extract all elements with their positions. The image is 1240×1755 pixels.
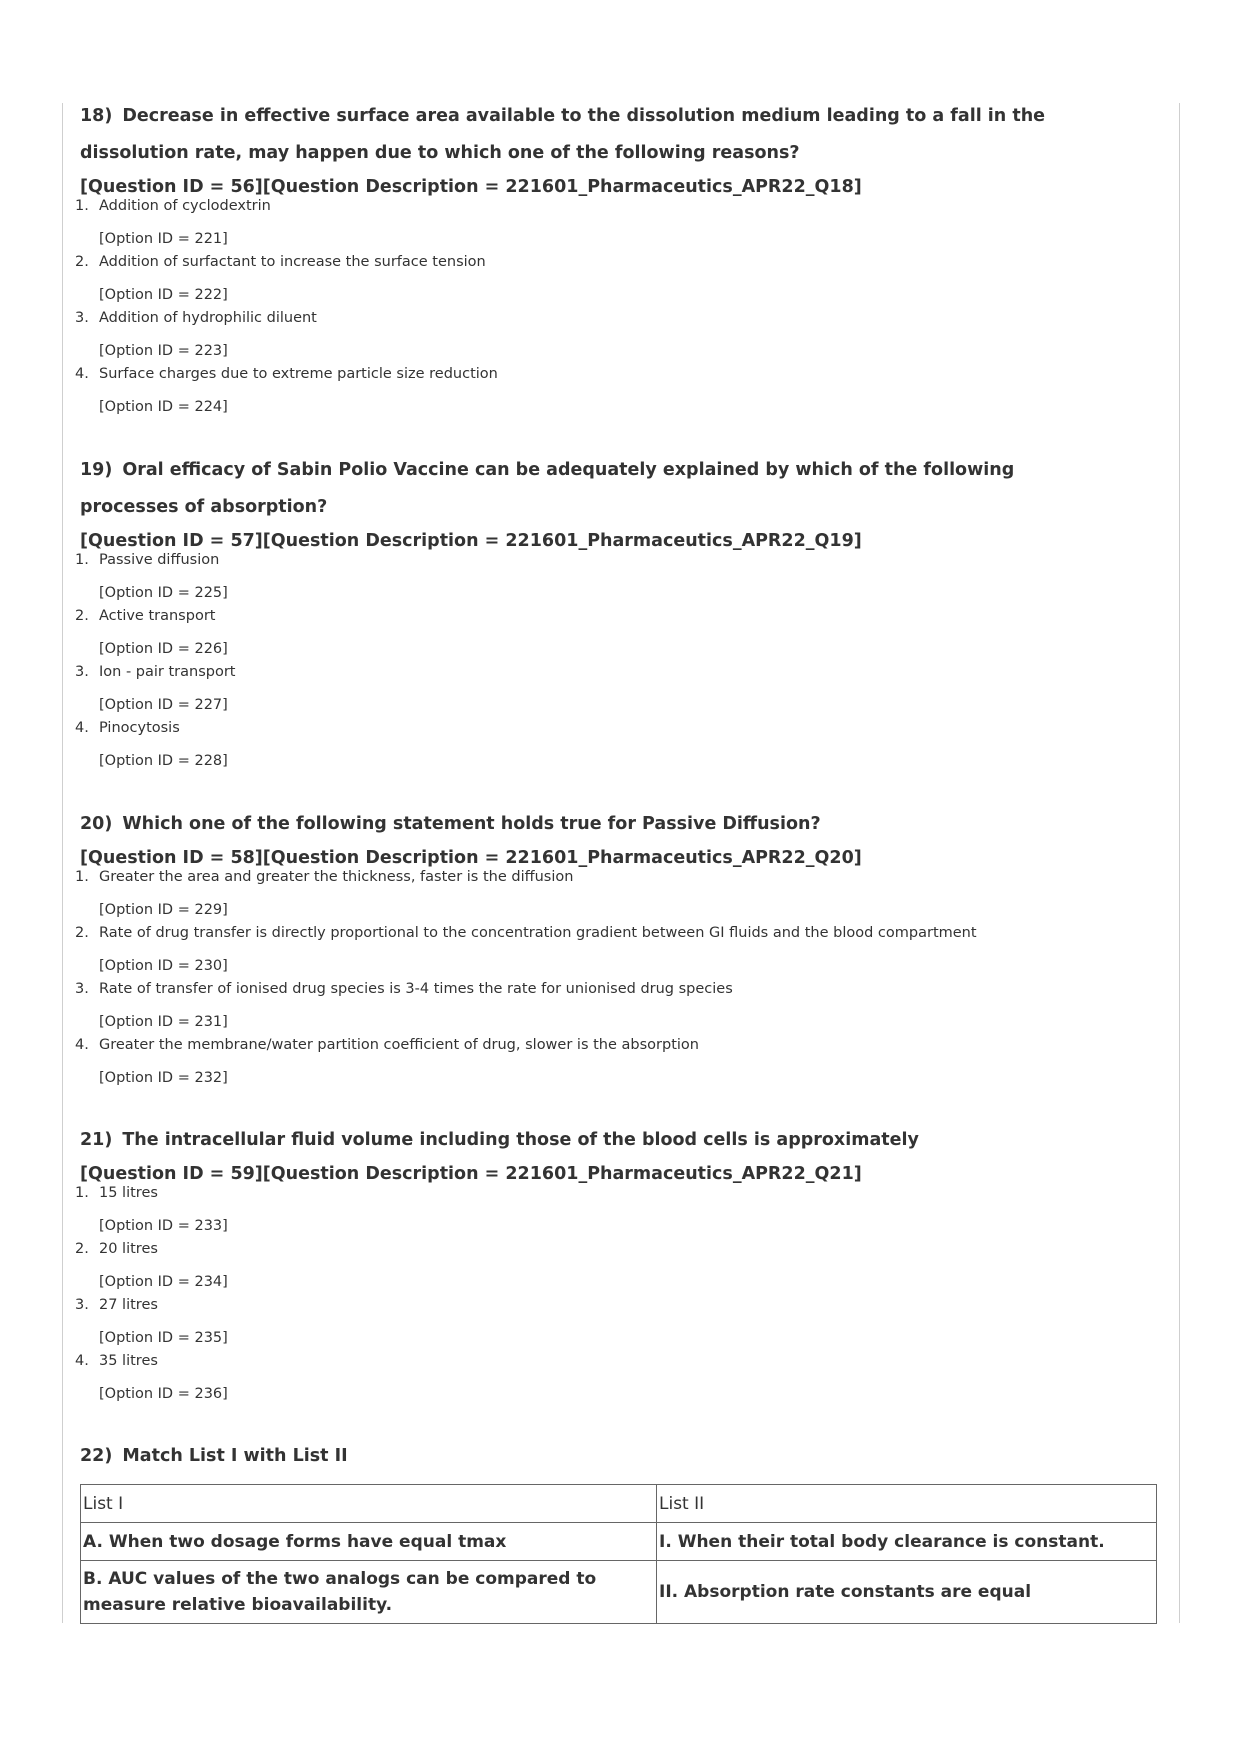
option-index: 2. [75, 1241, 89, 1257]
question-20 [75, 806, 1170, 1092]
option-index: 3. [75, 981, 89, 997]
option-id: [Option ID = 228] [99, 753, 228, 769]
table-header-row [81, 1485, 1157, 1523]
option-id: [Option ID = 227] [99, 697, 228, 713]
option-text: Greater the area and greater the thickness, faster is the diffusion [99, 869, 574, 885]
table-header-cell: List I [81, 1485, 657, 1523]
option-text: 20 litres [99, 1241, 158, 1257]
table-cell: A. When two dosage forms have equal tmax [81, 1523, 657, 1561]
option-id: [Option ID = 221] [99, 231, 228, 247]
option-item[interactable] [75, 980, 1170, 1036]
option-index: 1. [75, 552, 89, 568]
option-index: 3. [75, 664, 89, 680]
question-meta: [Question ID = 57][Question Description = 221601_Pharmaceutics_APR22_Q19] [80, 531, 862, 551]
option-id: [Option ID = 236] [99, 1386, 228, 1402]
option-index: 4. [75, 1037, 89, 1053]
table-row [81, 1561, 1157, 1624]
option-item[interactable] [75, 924, 1170, 980]
option-id: [Option ID = 232] [99, 1070, 228, 1086]
option-item[interactable] [75, 868, 1170, 924]
options-list [75, 1184, 1170, 1408]
question-title [80, 452, 1170, 489]
option-id: [Option ID = 231] [99, 1014, 228, 1030]
option-item[interactable] [75, 1036, 1170, 1092]
option-item[interactable] [75, 1184, 1170, 1240]
option-text: Rate of drug transfer is directly proportional to the concentration gradient between GI fluids and the blood compartment [99, 925, 977, 941]
table-header-cell: List II [657, 1485, 1157, 1523]
question-meta: [Question ID = 59][Question Description = 221601_Pharmaceutics_APR22_Q21] [80, 1164, 862, 1184]
option-text: Passive diffusion [99, 552, 220, 568]
option-id: [Option ID = 230] [99, 958, 228, 974]
option-text: 15 litres [99, 1185, 158, 1201]
question-title [80, 1438, 1170, 1475]
option-index: 2. [75, 925, 89, 941]
option-id: [Option ID = 224] [99, 399, 228, 415]
option-id: [Option ID = 229] [99, 902, 228, 918]
option-item[interactable] [75, 551, 1170, 607]
question-text-line1: The intracellular fluid volume including those of the blood cells is approximately [122, 1130, 919, 1150]
question-22 [80, 1438, 1170, 1475]
option-index: 2. [75, 608, 89, 624]
option-text: Addition of cyclodextrin [99, 198, 271, 214]
question-19 [75, 452, 1170, 775]
option-id: [Option ID = 233] [99, 1218, 228, 1234]
option-index: 4. [75, 720, 89, 736]
option-item[interactable] [75, 1296, 1170, 1352]
option-item[interactable] [75, 253, 1170, 309]
table-cell: B. AUC values of the two analogs can be compared to measure relative bioavailability. [81, 1561, 657, 1624]
option-index: 2. [75, 254, 89, 270]
option-text: 35 litres [99, 1353, 158, 1369]
question-18 [75, 98, 1170, 421]
option-item[interactable] [75, 1240, 1170, 1296]
question-text-line1: Match List I with List II [122, 1446, 348, 1466]
option-item[interactable] [75, 365, 1170, 421]
question-number: 20) [80, 814, 113, 834]
question-text-line2: dissolution rate, may happen due to which one of the following reasons? [80, 143, 800, 163]
option-item[interactable] [75, 663, 1170, 719]
question-title [80, 98, 1170, 135]
option-index: 4. [75, 366, 89, 382]
option-index: 3. [75, 310, 89, 326]
option-index: 1. [75, 198, 89, 214]
option-text: 27 litres [99, 1297, 158, 1313]
question-text-line2: processes of absorption? [80, 497, 328, 517]
options-list [75, 197, 1170, 421]
option-index: 1. [75, 1185, 89, 1201]
option-index: 1. [75, 869, 89, 885]
option-id: [Option ID = 223] [99, 343, 228, 359]
question-21 [75, 1122, 1170, 1408]
option-text: Rate of transfer of ionised drug species is 3-4 times the rate for unionised drug species [99, 981, 733, 997]
question-meta: [Question ID = 56][Question Description = 221601_Pharmaceutics_APR22_Q18] [80, 177, 862, 197]
option-item[interactable] [75, 197, 1170, 253]
option-item[interactable] [75, 1352, 1170, 1408]
option-item[interactable] [75, 607, 1170, 663]
question-title [80, 1122, 1170, 1159]
table-row [81, 1523, 1157, 1561]
question-number: 22) [80, 1446, 113, 1466]
question-number: 19) [80, 460, 113, 480]
option-index: 4. [75, 1353, 89, 1369]
option-text: Greater the membrane/water partition coefficient of drug, slower is the absorption [99, 1037, 699, 1053]
option-text: Active transport [99, 608, 216, 624]
option-id: [Option ID = 234] [99, 1274, 228, 1290]
options-list [75, 868, 1170, 1092]
option-id: [Option ID = 222] [99, 287, 228, 303]
option-id: [Option ID = 226] [99, 641, 228, 657]
option-text: Surface charges due to extreme particle size reduction [99, 366, 498, 382]
question-text-line1: Decrease in effective surface area available to the dissolution medium leading to a fall in the [122, 106, 1046, 126]
option-item[interactable] [75, 309, 1170, 365]
options-list [75, 551, 1170, 775]
question-text-line1: Which one of the following statement holds true for Passive Diffusion? [122, 814, 821, 834]
option-id: [Option ID = 225] [99, 585, 228, 601]
option-text: Addition of surfactant to increase the surface tension [99, 254, 486, 270]
table-cell: I. When their total body clearance is constant. [657, 1523, 1157, 1561]
option-index: 3. [75, 1297, 89, 1313]
match-table [80, 1484, 1157, 1624]
question-number: 18) [80, 106, 113, 126]
option-item[interactable] [75, 719, 1170, 775]
question-text-line1: Oral efficacy of Sabin Polio Vaccine can be adequately explained by which of the following [122, 460, 1015, 480]
option-text: Addition of hydrophilic diluent [99, 310, 317, 326]
option-id: [Option ID = 235] [99, 1330, 228, 1346]
table-cell: II. Absorption rate constants are equal [657, 1561, 1157, 1624]
question-title [80, 806, 1170, 843]
question-number: 21) [80, 1130, 113, 1150]
option-text: Ion - pair transport [99, 664, 236, 680]
option-text: Pinocytosis [99, 720, 180, 736]
question-meta: [Question ID = 58][Question Description = 221601_Pharmaceutics_APR22_Q20] [80, 848, 862, 868]
